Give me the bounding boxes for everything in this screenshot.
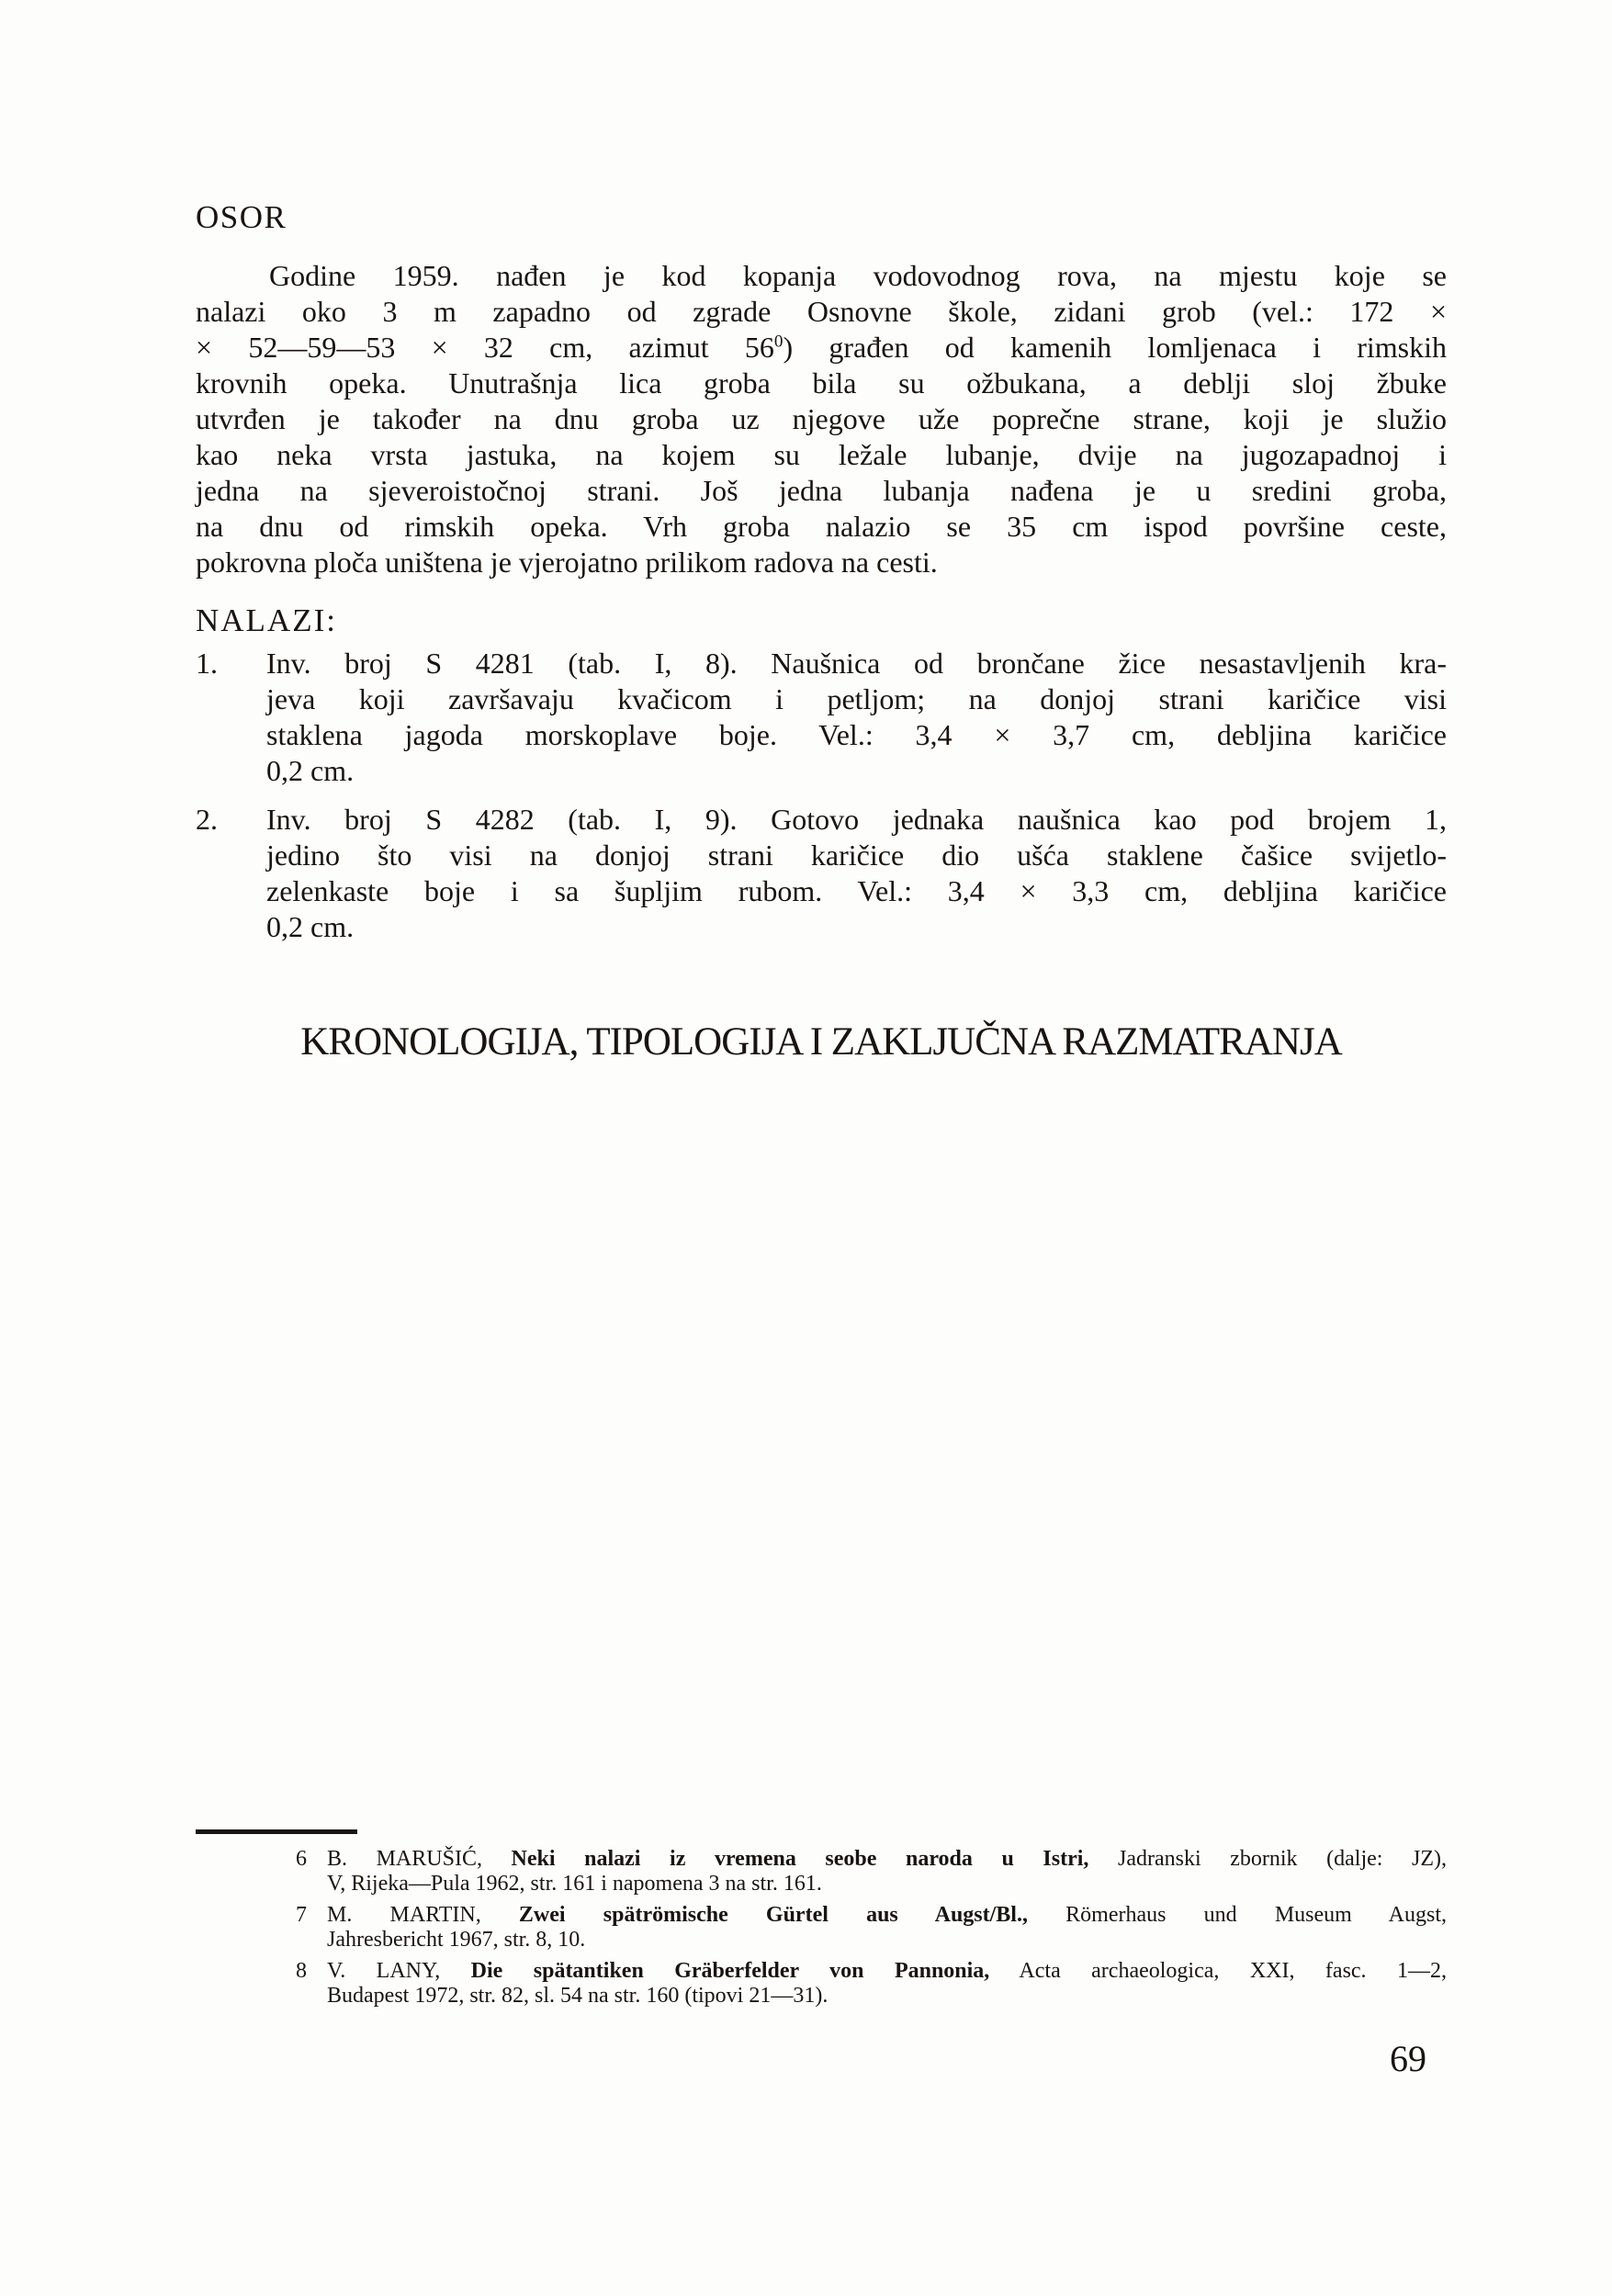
- page-number: 69: [1390, 2038, 1426, 2079]
- text-line: V. LANY, Die spätantiken Gräberfelder von Pannonia, Acta archaeologica, XXI, fasc. 1—2,: [327, 1959, 1447, 1983]
- find-number: 2.: [196, 803, 218, 836]
- text-line: zelenkaste boje i sa šupljim rubom. Vel.: 3,4 × 3,3 cm, debljina karičice: [266, 874, 1447, 907]
- footnote-number: 6: [296, 1847, 307, 1871]
- footnote-item: [296, 1903, 1447, 1953]
- text-line: utvrđen je također na dnu groba uz njegove uže poprečne strane, koji je služio: [196, 402, 1447, 435]
- text-line: Godine 1959. nađen je kod kopanja vodovodnog rova, na mjestu koje se: [269, 259, 1447, 292]
- footnote-item: [296, 1959, 1447, 2009]
- text-line: krovnih opeka. Unutrašnja lica groba bila su ožbukana, a deblji sloj žbuke: [196, 366, 1447, 400]
- section-title-osor: OSOR: [196, 199, 287, 235]
- footnote-text: [327, 1959, 1447, 2009]
- footnote-item: [296, 1847, 1447, 1896]
- text-line: V, Rijeka—Pula 1962, str. 161 i napomena 3 na str. 161.: [327, 1872, 822, 1896]
- text-line: kao neka vrsta jastuka, na kojem su ležale lubanje, dvije na jugozapadnoj i: [196, 438, 1447, 471]
- text-line: Inv. broj S 4282 (tab. I, 9). Gotovo jednaka naušnica kao pod brojem 1,: [266, 803, 1447, 836]
- text-line: jeva koji završavaju kvačicom i petljom; na donjoj strani karičice visi: [266, 682, 1447, 715]
- text-line: Inv. broj S 4281 (tab. I, 8). Naušnica od brončane žice nesastavljenih kra-: [266, 647, 1447, 680]
- text-line: 0,2 cm.: [266, 910, 355, 943]
- footnote-number: 7: [296, 1903, 307, 1927]
- text-line: jedna na sjeveroistočnoj strani. Još jedna lubanja nađena je u sredini groba,: [196, 474, 1447, 507]
- footnotes-block: [296, 1847, 1447, 2015]
- text-line: M. MARTIN, Zwei spätrömische Gürtel aus Augst/Bl., Römerhaus und Museum Augst,: [327, 1903, 1448, 1927]
- text-line: B. MARUŠIĆ, Neki nalazi iz vremena seobe naroda u Istri, Jadranski zbornik (dalje: JZ),: [327, 1847, 1448, 1871]
- text-line: Budapest 1972, str. 82, sl. 54 na str. 160 (tipovi 21—31).: [327, 1984, 829, 2008]
- footnote-text: [327, 1903, 1447, 1953]
- paragraph-osor: [196, 258, 1447, 580]
- footnote-text: [327, 1847, 1447, 1896]
- footnote-number: 8: [296, 1959, 307, 1983]
- text-line: nalazi oko 3 m zapadno od zgrade Osnovne škole, zidani grob (vel.: 172 ×: [196, 295, 1447, 328]
- text-line: Jahresbericht 1967, str. 8, 10.: [327, 1928, 586, 1952]
- finds-list: [196, 646, 1447, 958]
- find-item: [196, 802, 1447, 945]
- text-line: 0,2 cm.: [266, 754, 355, 787]
- footnote-separator-rule: [196, 1829, 357, 1834]
- text-line: na dnu od rimskih opeka. Vrh groba nalazio se 35 cm ispod površine ceste,: [196, 510, 1447, 543]
- text-line: × 52—59—53 × 32 cm, azimut $56^0$) građen od kamenih lomljenaca i rimskih: [196, 331, 1447, 364]
- text-line: staklena jagoda morskoplave boje. Vel.: 3,4 × 3,7 cm, debljina karičice: [266, 718, 1447, 751]
- section-title-nalazi: NALAZI:: [196, 602, 337, 638]
- find-text: [266, 802, 1447, 945]
- text-line: jedino što visi na donjoj strani karičice dio ušća staklene čašice svijetlo-: [266, 838, 1447, 872]
- find-item: [196, 646, 1447, 789]
- find-text: [266, 646, 1447, 789]
- section-title-kronologija: KRONOLOGIJA, TIPOLOGIJA I ZAKLJUČNA RAZMATRANJA: [300, 1020, 1342, 1064]
- find-number: 1.: [196, 647, 218, 680]
- text-line: pokrovna ploča uništena je vjerojatno prilikom radova na cesti.: [196, 546, 938, 579]
